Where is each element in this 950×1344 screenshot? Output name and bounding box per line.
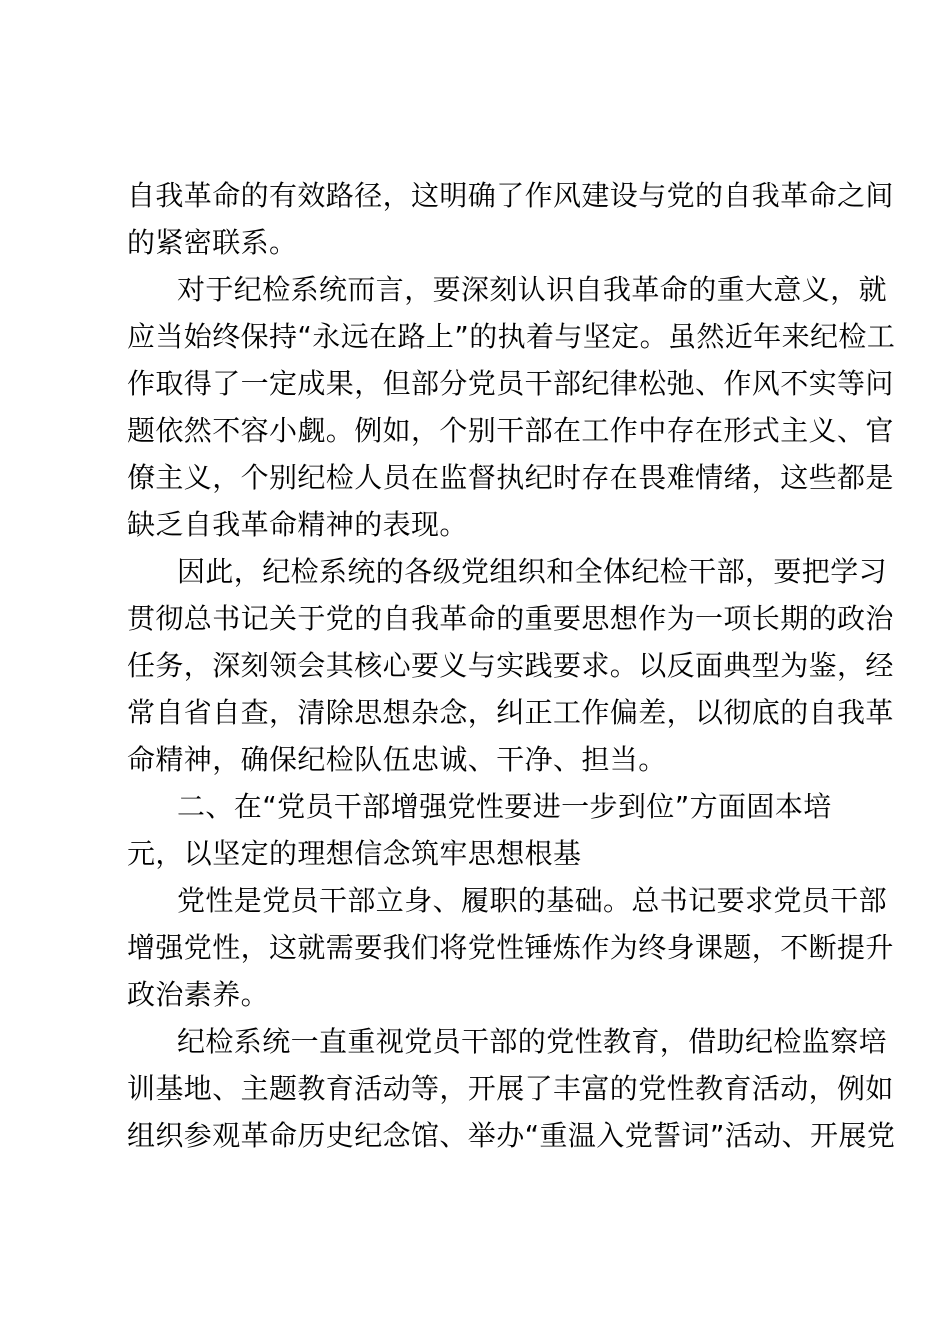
paragraph-line: 党性是党员干部立身、履职的基础。总书记要求党员干部 [177,884,888,917]
paragraph-line: 的紧密联系。 [127,226,298,259]
section-heading-line: 二、在“党员干部增强党性要进一步到位”方面固本培 [177,790,832,823]
paragraph-line: 对于纪检系统而言，要深刻认识自我革命的重大意义，就 [177,273,888,306]
paragraph-line: 僚主义，个别纪检人员在监督执纪时存在畏难情绪，这些都是 [127,461,894,494]
section-heading-line: 元，以坚定的理想信念筑牢思想根基 [127,837,582,870]
paragraph-line: 政治素养。 [127,978,270,1011]
paragraph-line: 训基地、主题教育活动等，开展了丰富的党性教育活动，例如 [127,1072,894,1105]
paragraph-line: 自我革命的有效路径，这明确了作风建设与党的自我革命之间 [127,179,894,212]
paragraph-line: 命精神，确保纪检队伍忠诚、干净、担当。 [127,743,667,776]
paragraph-line: 题依然不容小觑。例如，个别干部在工作中存在形式主义、官 [127,414,894,447]
paragraph-line: 因此，纪检系统的各级党组织和全体纪检干部，要把学习 [177,555,888,588]
paragraph-line: 缺乏自我革命精神的表现。 [127,508,468,541]
paragraph-line: 贯彻总书记关于党的自我革命的重要思想作为一项长期的政治 [127,602,894,635]
paragraph-line: 增强党性，这就需要我们将党性锤炼作为终身课题，不断提升 [127,931,894,964]
document-body [127,172,896,1159]
paragraph-line: 常自省自查，清除思想杂念，纠正工作偏差，以彻底的自我革 [127,696,894,729]
paragraph-line: 作取得了一定成果，但部分党员干部纪律松弛、作风不实等问 [127,367,894,400]
paragraph-line: 纪检系统一直重视党员干部的党性教育，借助纪检监察培 [177,1025,888,1058]
paragraph-line: 任务，深刻领会其核心要义与实践要求。以反面典型为鉴，经 [127,649,894,682]
paragraph-line: 应当始终保持“永远在路上”的执着与坚定。虽然近年来纪检工 [127,320,896,353]
paragraph-line: 组织参观革命历史纪念馆、举办“重温入党誓词”活动、开展党 [127,1119,896,1152]
